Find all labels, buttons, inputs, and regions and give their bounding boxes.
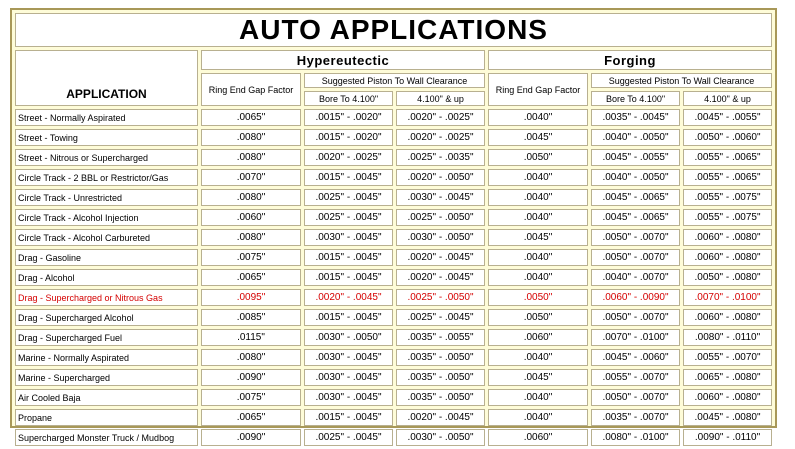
hypereutectic-bore-small-cell: .0030" - .0045"	[304, 369, 393, 386]
application-cell: Street - Normally Aspirated	[15, 109, 198, 126]
forging-bore-small-cell: .0040" - .0050"	[591, 129, 680, 146]
hypereutectic-bore-small-cell: .0030" - .0045"	[304, 389, 393, 406]
forging-clearance-header: Suggested Piston To Wall Clearance	[591, 73, 772, 88]
hypereutectic-clearance-header: Suggested Piston To Wall Clearance	[304, 73, 485, 88]
forging-bore-large-header: 4.100" & up	[683, 91, 772, 106]
forging-bore-small-cell: .0080" - .0100"	[591, 429, 680, 446]
auto-applications-table-frame	[10, 8, 777, 443]
auto-applications-table	[12, 10, 775, 449]
forging-ring-gap-cell: .0040"	[488, 409, 588, 426]
table-row	[15, 149, 772, 166]
hypereutectic-bore-small-cell: .0030" - .0045"	[304, 229, 393, 246]
hypereutectic-bore-small-cell: .0025" - .0045"	[304, 429, 393, 446]
hypereutectic-ring-gap-cell: .0065"	[201, 409, 301, 426]
hypereutectic-ring-gap-cell: .0065"	[201, 269, 301, 286]
hypereutectic-ring-gap-cell: .0065"	[201, 109, 301, 126]
hypereutectic-bore-large-header: 4.100" & up	[396, 91, 485, 106]
hypereutectic-bore-large-cell: .0030" - .0050"	[396, 429, 485, 446]
forging-bore-small-cell: .0045" - .0060"	[591, 349, 680, 366]
hypereutectic-bore-large-cell: .0035" - .0050"	[396, 369, 485, 386]
forging-ring-gap-header: Ring End Gap Factor	[488, 73, 588, 106]
table-row	[15, 249, 772, 266]
forging-bore-large-cell: .0050" - .0080"	[683, 269, 772, 286]
table-row	[15, 269, 772, 286]
forging-ring-gap-cell: .0050"	[488, 289, 588, 306]
forging-bore-small-cell: .0050" - .0070"	[591, 309, 680, 326]
application-cell: Street - Nitrous or Supercharged	[15, 149, 198, 166]
table-row	[15, 109, 772, 126]
forging-bore-large-cell: .0045" - .0055"	[683, 109, 772, 126]
forging-header: Forging	[488, 50, 772, 70]
hypereutectic-bore-small-cell: .0015" - .0020"	[304, 129, 393, 146]
table-row	[15, 329, 772, 346]
application-cell: Drag - Gasoline	[15, 249, 198, 266]
hypereutectic-bore-large-cell: .0020" - .0025"	[396, 129, 485, 146]
hypereutectic-ring-gap-cell: .0090"	[201, 369, 301, 386]
hypereutectic-ring-gap-cell: .0085"	[201, 309, 301, 326]
forging-bore-small-cell: .0045" - .0055"	[591, 149, 680, 166]
hypereutectic-bore-small-header: Bore To 4.100"	[304, 91, 393, 106]
application-cell: Air Cooled Baja	[15, 389, 198, 406]
forging-bore-large-cell: .0060" - .0080"	[683, 309, 772, 326]
hypereutectic-bore-large-cell: .0035" - .0050"	[396, 389, 485, 406]
forging-ring-gap-cell: .0045"	[488, 229, 588, 246]
forging-bore-small-cell: .0040" - .0050"	[591, 169, 680, 186]
hypereutectic-ring-gap-cell: .0080"	[201, 229, 301, 246]
forging-bore-large-cell: .0055" - .0075"	[683, 189, 772, 206]
table-row	[15, 409, 772, 426]
table-row	[15, 169, 772, 186]
forging-bore-large-cell: .0055" - .0070"	[683, 349, 772, 366]
hypereutectic-bore-large-cell: .0025" - .0050"	[396, 289, 485, 306]
application-cell: Marine - Supercharged	[15, 369, 198, 386]
hypereutectic-bore-small-cell: .0025" - .0045"	[304, 189, 393, 206]
hypereutectic-ring-gap-cell: .0095"	[201, 289, 301, 306]
forging-bore-small-cell: .0040" - .0070"	[591, 269, 680, 286]
hypereutectic-bore-large-cell: .0020" - .0045"	[396, 269, 485, 286]
forging-ring-gap-cell: .0040"	[488, 249, 588, 266]
hypereutectic-bore-small-cell: .0030" - .0045"	[304, 349, 393, 366]
forging-ring-gap-cell: .0045"	[488, 129, 588, 146]
application-cell: Drag - Supercharged or Nitrous Gas	[15, 289, 198, 306]
forging-ring-gap-cell: .0050"	[488, 149, 588, 166]
table-row	[15, 369, 772, 386]
application-cell: Marine - Normally Aspirated	[15, 349, 198, 366]
forging-bore-small-header: Bore To 4.100"	[591, 91, 680, 106]
forging-ring-gap-cell: .0040"	[488, 109, 588, 126]
table-row	[15, 349, 772, 366]
forging-ring-gap-cell: .0050"	[488, 309, 588, 326]
hypereutectic-bore-small-cell: .0015" - .0045"	[304, 249, 393, 266]
hypereutectic-ring-gap-cell: .0075"	[201, 249, 301, 266]
forging-ring-gap-cell: .0040"	[488, 269, 588, 286]
table-row	[15, 389, 772, 406]
hypereutectic-bore-small-cell: .0025" - .0045"	[304, 209, 393, 226]
table-row	[15, 189, 772, 206]
hypereutectic-bore-large-cell: .0020" - .0045"	[396, 409, 485, 426]
application-cell: Circle Track - Alcohol Injection	[15, 209, 198, 226]
table-row	[15, 229, 772, 246]
forging-ring-gap-cell: .0045"	[488, 369, 588, 386]
forging-bore-large-cell: .0055" - .0075"	[683, 209, 772, 226]
hypereutectic-bore-large-cell: .0020" - .0050"	[396, 169, 485, 186]
forging-bore-large-cell: .0070" - .0100"	[683, 289, 772, 306]
forging-bore-small-cell: .0045" - .0065"	[591, 209, 680, 226]
forging-ring-gap-cell: .0060"	[488, 429, 588, 446]
application-cell: Drag - Supercharged Fuel	[15, 329, 198, 346]
hypereutectic-bore-large-cell: .0020" - .0025"	[396, 109, 485, 126]
hypereutectic-bore-large-cell: .0025" - .0050"	[396, 209, 485, 226]
hypereutectic-bore-large-cell: .0030" - .0050"	[396, 229, 485, 246]
hypereutectic-ring-gap-cell: .0080"	[201, 349, 301, 366]
hypereutectic-bore-large-cell: .0025" - .0045"	[396, 309, 485, 326]
forging-bore-small-cell: .0050" - .0070"	[591, 389, 680, 406]
forging-bore-small-cell: .0050" - .0070"	[591, 249, 680, 266]
hypereutectic-bore-small-cell: .0030" - .0050"	[304, 329, 393, 346]
forging-ring-gap-cell: .0040"	[488, 169, 588, 186]
table-row	[15, 209, 772, 226]
application-cell: Circle Track - Unrestricted	[15, 189, 198, 206]
forging-bore-small-cell: .0035" - .0045"	[591, 109, 680, 126]
forging-bore-small-cell: .0050" - .0070"	[591, 229, 680, 246]
forging-ring-gap-cell: .0040"	[488, 389, 588, 406]
forging-bore-large-cell: .0060" - .0080"	[683, 249, 772, 266]
table-row	[15, 289, 772, 306]
hypereutectic-bore-large-cell: .0020" - .0045"	[396, 249, 485, 266]
forging-bore-small-cell: .0060" - .0090"	[591, 289, 680, 306]
forging-bore-large-cell: .0050" - .0060"	[683, 129, 772, 146]
forging-bore-large-cell: .0055" - .0065"	[683, 169, 772, 186]
hypereutectic-bore-small-cell: .0020" - .0025"	[304, 149, 393, 166]
forging-bore-small-cell: .0070" - .0100"	[591, 329, 680, 346]
hypereutectic-bore-large-cell: .0035" - .0055"	[396, 329, 485, 346]
forging-bore-small-cell: .0035" - .0070"	[591, 409, 680, 426]
hypereutectic-ring-gap-header: Ring End Gap Factor	[201, 73, 301, 106]
hypereutectic-bore-small-cell: .0015" - .0045"	[304, 269, 393, 286]
hypereutectic-ring-gap-cell: .0060"	[201, 209, 301, 226]
hypereutectic-bore-large-cell: .0030" - .0045"	[396, 189, 485, 206]
application-cell: Circle Track - 2 BBL or Restrictor/Gas	[15, 169, 198, 186]
hypereutectic-ring-gap-cell: .0075"	[201, 389, 301, 406]
application-cell: Propane	[15, 409, 198, 426]
forging-bore-large-cell: .0055" - .0065"	[683, 149, 772, 166]
forging-bore-large-cell: .0065" - .0080"	[683, 369, 772, 386]
forging-ring-gap-cell: .0040"	[488, 189, 588, 206]
hypereutectic-bore-small-cell: .0015" - .0045"	[304, 169, 393, 186]
table-row	[15, 309, 772, 326]
hypereutectic-ring-gap-cell: .0070"	[201, 169, 301, 186]
hypereutectic-bore-small-cell: .0015" - .0045"	[304, 309, 393, 326]
forging-bore-large-cell: .0090" - .0110"	[683, 429, 772, 446]
application-cell: Supercharged Monster Truck / Mudbog	[15, 429, 198, 446]
table-row	[15, 129, 772, 146]
hypereutectic-bore-small-cell: .0015" - .0020"	[304, 109, 393, 126]
application-cell: Street - Towing	[15, 129, 198, 146]
forging-bore-large-cell: .0060" - .0080"	[683, 389, 772, 406]
table-row	[15, 429, 772, 446]
hypereutectic-header: Hypereutectic	[201, 50, 485, 70]
application-cell: Circle Track - Alcohol Carbureted	[15, 229, 198, 246]
application-header: APPLICATION	[15, 50, 198, 106]
forging-ring-gap-cell: .0040"	[488, 349, 588, 366]
hypereutectic-bore-small-cell: .0015" - .0045"	[304, 409, 393, 426]
table-title: AUTO APPLICATIONS	[15, 13, 772, 47]
hypereutectic-ring-gap-cell: .0080"	[201, 189, 301, 206]
forging-bore-small-cell: .0055" - .0070"	[591, 369, 680, 386]
hypereutectic-ring-gap-cell: .0080"	[201, 149, 301, 166]
hypereutectic-bore-small-cell: .0020" - .0045"	[304, 289, 393, 306]
forging-ring-gap-cell: .0060"	[488, 329, 588, 346]
hypereutectic-ring-gap-cell: .0080"	[201, 129, 301, 146]
hypereutectic-bore-large-cell: .0035" - .0050"	[396, 349, 485, 366]
forging-bore-small-cell: .0045" - .0065"	[591, 189, 680, 206]
hypereutectic-bore-large-cell: .0025" - .0035"	[396, 149, 485, 166]
forging-bore-large-cell: .0060" - .0080"	[683, 229, 772, 246]
hypereutectic-ring-gap-cell: .0090"	[201, 429, 301, 446]
application-cell: Drag - Supercharged Alcohol	[15, 309, 198, 326]
forging-bore-large-cell: .0080" - .0110"	[683, 329, 772, 346]
hypereutectic-ring-gap-cell: .0115"	[201, 329, 301, 346]
forging-bore-large-cell: .0045" - .0080"	[683, 409, 772, 426]
forging-ring-gap-cell: .0040"	[488, 209, 588, 226]
application-cell: Drag - Alcohol	[15, 269, 198, 286]
